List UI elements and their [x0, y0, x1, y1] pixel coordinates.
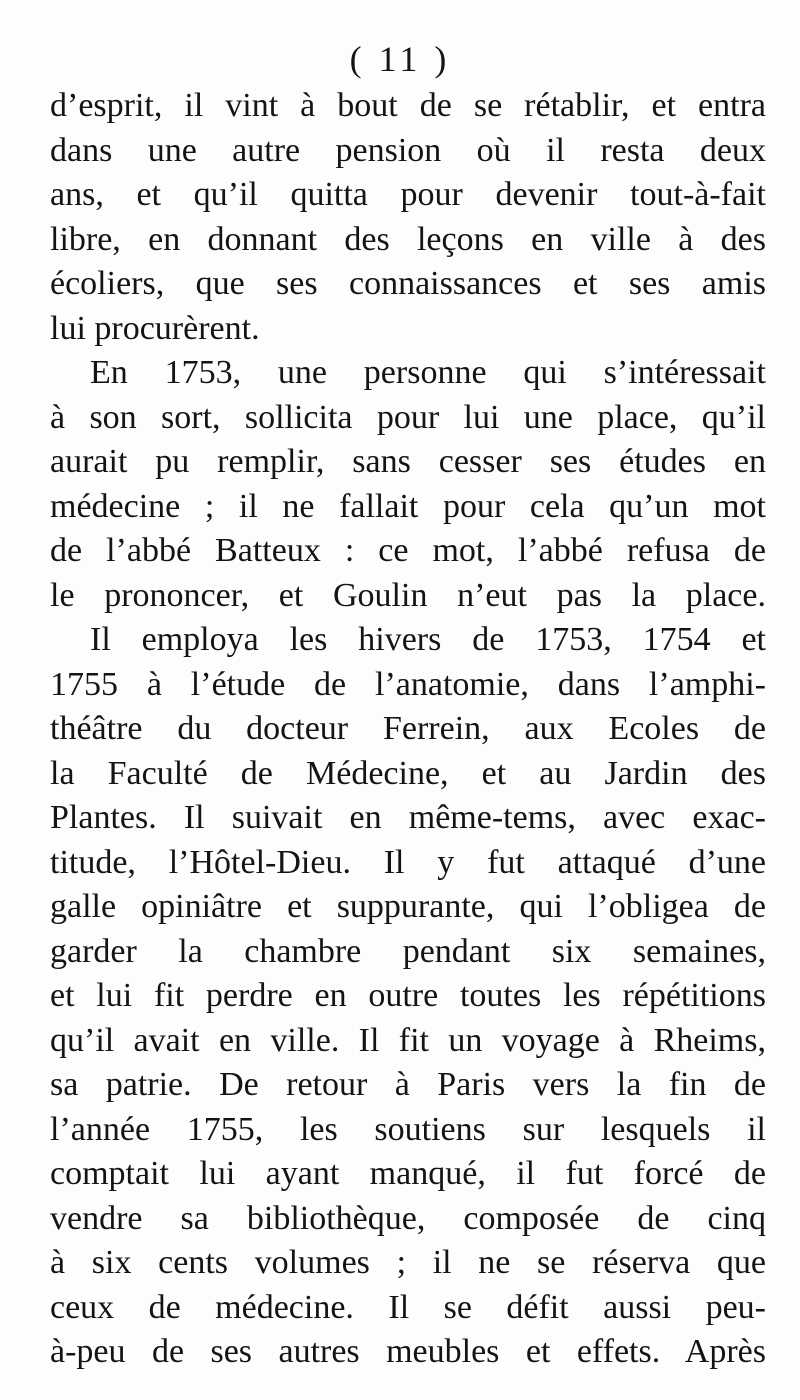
text-line: ceux de médecine. Il se défit aussi peu-	[50, 1288, 766, 1326]
text-line: la Faculté de Médecine, et au Jardin des	[50, 754, 766, 792]
text-line: aurait pu remplir, sans cesser ses études en	[50, 443, 766, 480]
page-number: ( 11 )	[349, 39, 451, 79]
text-line: En 1753, une personne qui s’intéressait	[90, 354, 766, 391]
text-line: 1755 à l’étude de l’anatomie, dans l’amphi-	[50, 665, 766, 703]
text-line: vendre sa bibliothèque, composée de cinq	[50, 1199, 766, 1237]
text-line: ans, et qu’il quitta pour devenir tout-à-fait	[50, 176, 766, 213]
text-line: de l’abbé Batteux : ce mot, l’abbé refusa de	[50, 532, 766, 569]
text-line: garder la chambre pendant six semaines,	[50, 932, 766, 970]
text-line: dans une autre pension où il resta deux	[50, 131, 766, 169]
text-line: et lui fit perdre en outre toutes les répétitions	[50, 977, 766, 1014]
text-line: le prononcer, et Goulin n’eut pas la place.	[50, 576, 766, 614]
text-line: à son sort, sollicita pour lui une place, qu’il	[50, 398, 766, 436]
body-text	[50, 84, 766, 1375]
text-line: Plantes. Il suivait en même-tems, avec exac-	[50, 799, 766, 836]
text-line: Il employa les hivers de 1753, 1754 et	[90, 621, 766, 658]
text-line: qu’il avait en ville. Il fit un voyage à Rheims,	[50, 1021, 766, 1059]
text-line: comptait lui ayant manqué, il fut forcé de	[50, 1155, 766, 1192]
text-line: libre, en donnant des leçons en ville à des	[50, 220, 766, 258]
text-line: médecine ; il ne fallait pour cela qu’un mot	[50, 487, 766, 525]
text-line: lui procurèrent.	[50, 309, 260, 347]
text-line: écoliers, que ses connaissances et ses amis	[50, 265, 766, 302]
text-line: titude, l’Hôtel-Dieu. Il y fut attaqué d’une	[50, 843, 766, 881]
text-line: d’esprit, il vint à bout de se rétablir, et entra	[50, 87, 766, 124]
text-line: sa patrie. De retour à Paris vers la fin de	[50, 1066, 766, 1103]
text-line: galle opiniâtre et suppurante, qui l’obligea de	[50, 888, 766, 925]
text-line: l’année 1755, les soutiens sur lesquels il	[50, 1110, 766, 1148]
text-line: à six cents volumes ; il ne se réserva que	[50, 1244, 766, 1281]
text-line: théâtre du docteur Ferrein, aux Ecoles de	[50, 710, 766, 747]
text-line: à-peu de ses autres meubles et effets. Après	[50, 1333, 766, 1370]
